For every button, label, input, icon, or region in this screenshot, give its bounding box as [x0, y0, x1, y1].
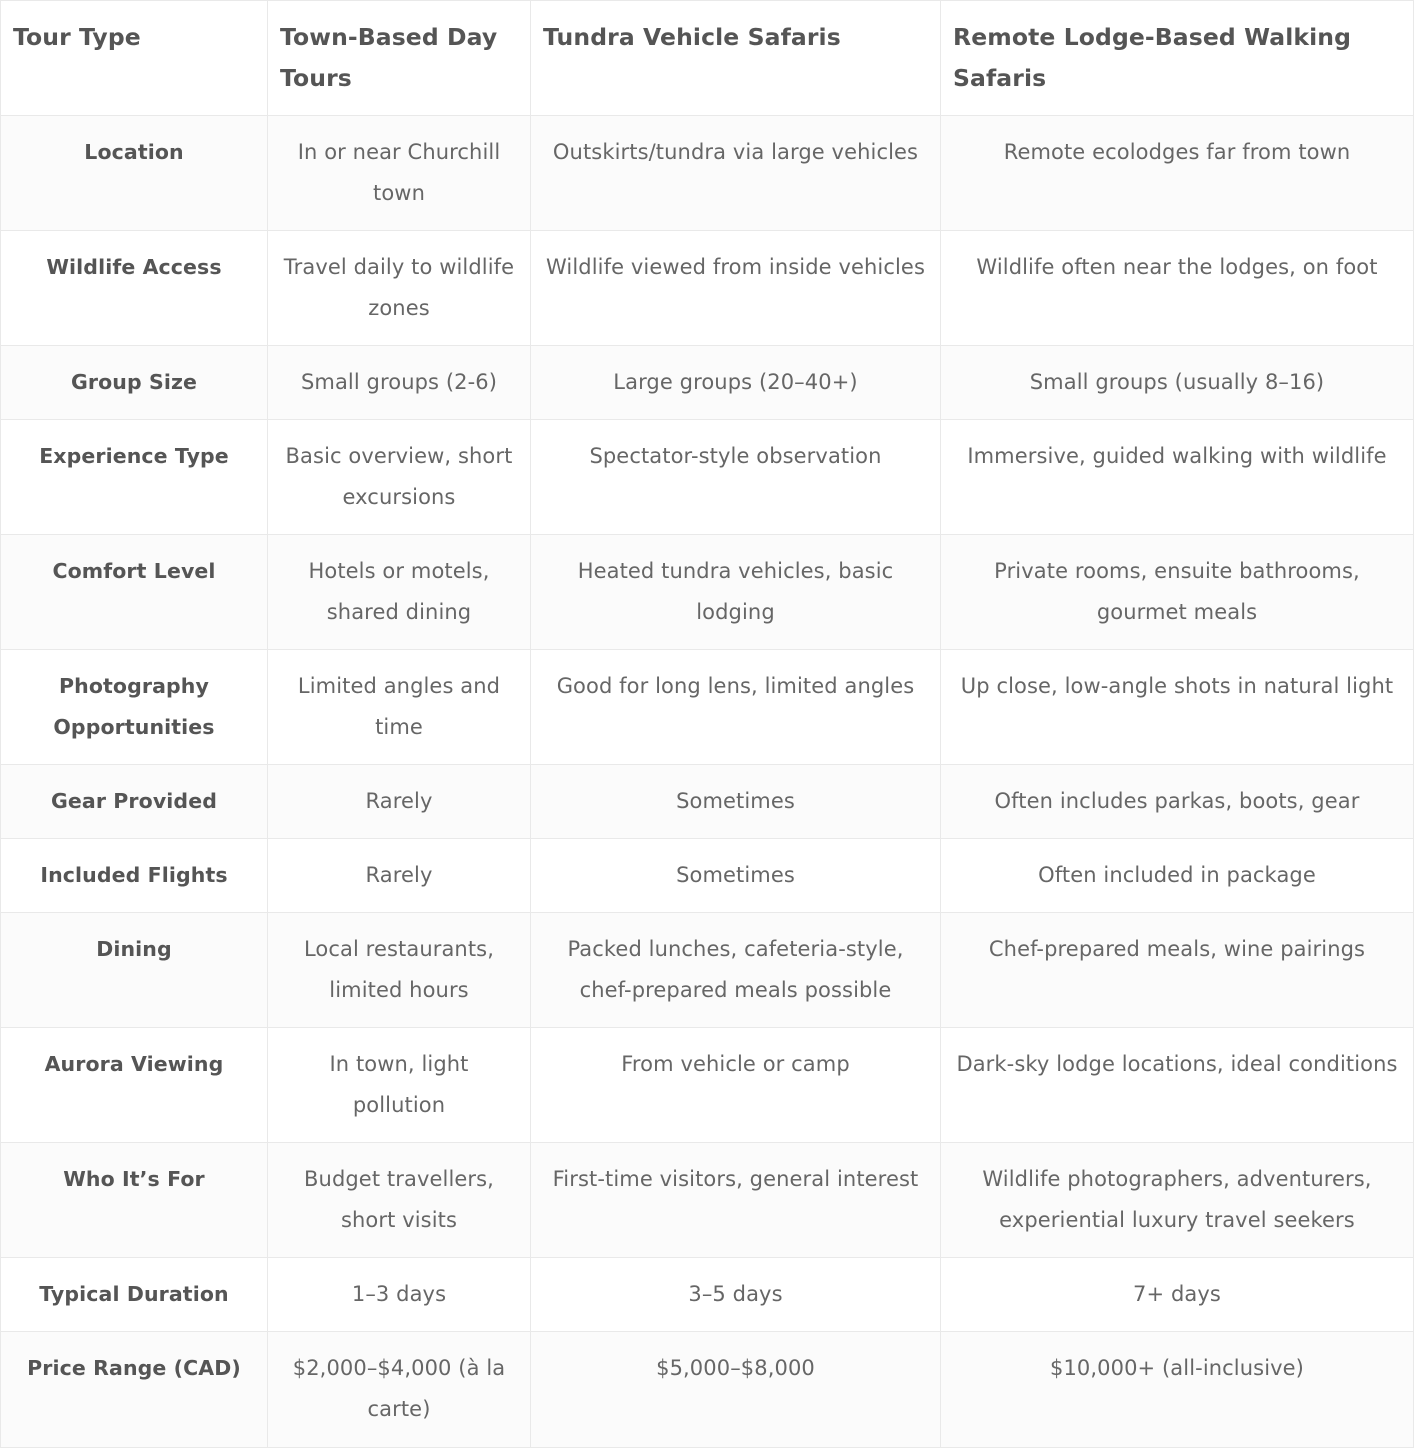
- row-label: Typical Duration: [1, 1258, 268, 1332]
- cell-lodge: Remote ecolodges far from town: [941, 116, 1414, 231]
- table-row: [1, 839, 1414, 913]
- cell-tundra: Packed lunches, cafeteria-style, chef-prepared meals possible: [531, 913, 941, 1028]
- table-row: [1, 765, 1414, 839]
- cell-tundra: First-time visitors, general interest: [531, 1143, 941, 1258]
- table-row: [1, 420, 1414, 535]
- row-label: Gear Provided: [1, 765, 268, 839]
- header-remote-lodge: Remote Lodge-Based Walking Safaris: [941, 1, 1414, 116]
- cell-town: In town, light pollution: [268, 1028, 531, 1143]
- cell-town: Budget travellers, short visits: [268, 1143, 531, 1258]
- cell-tundra: Large groups (20–40+): [531, 346, 941, 420]
- cell-lodge: $10,000+ (all-inclusive): [941, 1332, 1414, 1448]
- row-label: Experience Type: [1, 420, 268, 535]
- cell-lodge: Small groups (usually 8–16): [941, 346, 1414, 420]
- row-label: Included Flights: [1, 839, 268, 913]
- cell-tundra: Good for long lens, limited angles: [531, 650, 941, 765]
- table-row: [1, 1028, 1414, 1143]
- table-row: [1, 1332, 1414, 1448]
- cell-tundra: Sometimes: [531, 765, 941, 839]
- cell-lodge: Often includes parkas, boots, gear: [941, 765, 1414, 839]
- cell-lodge: Often included in package: [941, 839, 1414, 913]
- cell-town: $2,000–$4,000 (à la carte): [268, 1332, 531, 1448]
- cell-tundra: 3–5 days: [531, 1258, 941, 1332]
- row-label: Aurora Viewing: [1, 1028, 268, 1143]
- cell-lodge: Private rooms, ensuite bathrooms, gourmet meals: [941, 535, 1414, 650]
- cell-town: Basic overview, short excursions: [268, 420, 531, 535]
- cell-lodge: 7+ days: [941, 1258, 1414, 1332]
- cell-town: Hotels or motels, shared dining: [268, 535, 531, 650]
- row-label: Wildlife Access: [1, 231, 268, 346]
- table-row: [1, 535, 1414, 650]
- table-body: [1, 116, 1414, 1448]
- row-label: Group Size: [1, 346, 268, 420]
- header-tour-type: Tour Type: [1, 1, 268, 116]
- cell-tundra: Wildlife viewed from inside vehicles: [531, 231, 941, 346]
- table-row: [1, 1143, 1414, 1258]
- table-row: [1, 346, 1414, 420]
- cell-lodge: Up close, low-angle shots in natural light: [941, 650, 1414, 765]
- table-row: [1, 1258, 1414, 1332]
- table-header: [1, 1, 1414, 116]
- cell-tundra: Outskirts/tundra via large vehicles: [531, 116, 941, 231]
- cell-town: Small groups (2-6): [268, 346, 531, 420]
- table-row: [1, 116, 1414, 231]
- header-row: [1, 1, 1414, 116]
- row-label: Location: [1, 116, 268, 231]
- cell-town: Travel daily to wildlife zones: [268, 231, 531, 346]
- cell-tundra: Spectator-style observation: [531, 420, 941, 535]
- table-row: [1, 231, 1414, 346]
- cell-tundra: Heated tundra vehicles, basic lodging: [531, 535, 941, 650]
- cell-lodge: Immersive, guided walking with wildlife: [941, 420, 1414, 535]
- cell-lodge: Wildlife often near the lodges, on foot: [941, 231, 1414, 346]
- cell-town: 1–3 days: [268, 1258, 531, 1332]
- row-label: Who It’s For: [1, 1143, 268, 1258]
- cell-tundra: From vehicle or camp: [531, 1028, 941, 1143]
- row-label: Price Range (CAD): [1, 1332, 268, 1448]
- header-town-based: Town-Based Day Tours: [268, 1, 531, 116]
- header-tundra-vehicle: Tundra Vehicle Safaris: [531, 1, 941, 116]
- row-label: Comfort Level: [1, 535, 268, 650]
- cell-town: Limited angles and time: [268, 650, 531, 765]
- cell-lodge: Wildlife photographers, adventurers, experiential luxury travel seekers: [941, 1143, 1414, 1258]
- cell-town: Local restaurants, limited hours: [268, 913, 531, 1028]
- cell-town: Rarely: [268, 839, 531, 913]
- cell-lodge: Chef-prepared meals, wine pairings: [941, 913, 1414, 1028]
- cell-lodge: Dark-sky lodge locations, ideal conditions: [941, 1028, 1414, 1143]
- row-label: Dining: [1, 913, 268, 1028]
- cell-town: In or near Churchill town: [268, 116, 531, 231]
- cell-town: Rarely: [268, 765, 531, 839]
- table-row: [1, 650, 1414, 765]
- table-row: [1, 913, 1414, 1028]
- cell-tundra: $5,000–$8,000: [531, 1332, 941, 1448]
- cell-tundra: Sometimes: [531, 839, 941, 913]
- row-label: Photography Opportunities: [1, 650, 268, 765]
